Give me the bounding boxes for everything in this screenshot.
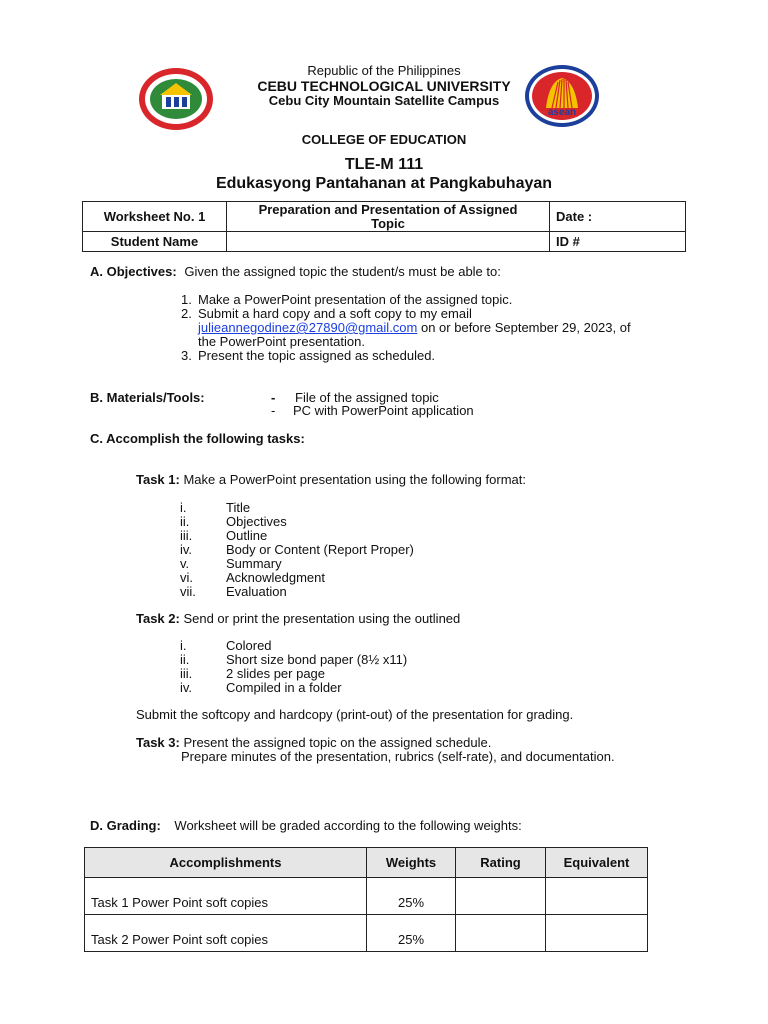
submit-instruction: Submit the softcopy and hardcopy (print-out) of the presentation for grading. — [136, 707, 574, 722]
asean-logo-icon — [524, 64, 600, 128]
task2-label: Task 2: — [136, 611, 180, 626]
task1-line — [136, 473, 526, 487]
list-text: Objectives — [226, 514, 287, 529]
objective-text: Make a PowerPoint presentation of the assigned topic. — [198, 292, 513, 307]
list-text: Short size bond paper (8½ x11) — [226, 652, 408, 667]
list-text: Colored — [226, 638, 272, 653]
materials-item-2: PC with PowerPoint application — [293, 403, 474, 418]
grading-heading — [90, 819, 522, 833]
list-text: Body or Content (Report Proper) — [226, 542, 414, 557]
objective-item-2-line3: the PowerPoint presentation. — [198, 334, 365, 349]
task2-text: Send or print the presentation using the outlined — [179, 611, 461, 626]
list-number: i. — [180, 638, 187, 653]
objectives-intro: Given the assigned topic the student/s must be able to: — [184, 264, 501, 279]
email-link[interactable]: julieannegodinez@27890@gmail.com — [198, 320, 418, 335]
weight-cell: 25% — [367, 915, 456, 952]
rating-cell[interactable] — [456, 878, 546, 915]
task3-label: Task 3: — [136, 735, 180, 750]
list-text: Summary — [226, 556, 282, 571]
date-label: Date : — [550, 202, 686, 232]
task3-line — [136, 736, 491, 750]
course-title: Edukasyong Pantahanan at Pangkabuhayan — [215, 175, 553, 192]
grading-label: D. Grading: — [90, 818, 161, 833]
rating-cell[interactable] — [456, 915, 546, 952]
list-text: Title — [226, 500, 251, 515]
column-header-equivalent: Equivalent — [546, 848, 648, 878]
college-name: COLLEGE OF EDUCATION — [301, 132, 467, 147]
materials-label: B. Materials/Tools: — [90, 390, 205, 405]
objective-number: 3. — [181, 348, 192, 363]
worksheet-topic — [227, 202, 550, 232]
materials-dash-2: - — [271, 403, 276, 418]
weight-cell: 25% — [367, 878, 456, 915]
campus-name: Cebu City Mountain Satellite Campus — [268, 93, 500, 108]
asean-logo-text: asean — [547, 107, 577, 118]
list-number: ii. — [180, 652, 190, 667]
objective-text: Present the topic assigned as scheduled. — [198, 348, 436, 363]
course-code: TLE-M 111 — [344, 156, 424, 173]
student-name-field[interactable] — [227, 232, 550, 252]
list-text: Acknowledgment — [226, 570, 325, 585]
table-row — [85, 878, 648, 915]
objective-text-rest: on or before September 29, 2023, of — [417, 320, 631, 335]
university-name: CEBU TECHNOLOGICAL UNIVERSITY — [257, 78, 511, 94]
task3-text: Present the assigned topic on the assigned schedule. — [179, 735, 492, 750]
objective-item-2-line2 — [198, 321, 631, 335]
task2-line — [136, 612, 460, 626]
worksheet-topic-line2: Topic — [371, 215, 405, 231]
materials-dash-1: - — [271, 390, 276, 405]
accomplishment-cell: Task 2 Power Point soft copies — [85, 915, 367, 952]
column-header-weights: Weights — [367, 848, 456, 878]
republic-line: Republic of the Philippines — [307, 63, 461, 78]
equivalent-cell[interactable] — [546, 915, 648, 952]
table-row — [85, 915, 648, 952]
list-number: vi. — [180, 570, 193, 585]
list-text: 2 slides per page — [226, 666, 326, 681]
objective-number: 2. — [181, 306, 192, 321]
column-header-accomplishments: Accomplishments — [85, 848, 367, 878]
list-text: Evaluation — [226, 584, 287, 599]
objectives-label: A. Objectives: — [90, 264, 177, 279]
task1-text: Make a PowerPoint presentation using the following format: — [179, 472, 526, 487]
materials-item-1: File of the assigned topic — [295, 390, 439, 405]
task3-line-2: Prepare minutes of the presentation, rubrics (self-rate), and documentation. — [181, 749, 615, 764]
list-number: iv. — [180, 542, 193, 557]
accomplishment-cell: Task 1 Power Point soft copies — [85, 878, 367, 915]
worksheet-topic-line1: Preparation and Presentation of Assigned — [258, 201, 518, 217]
objective-number: 1. — [181, 292, 192, 307]
list-text: Outline — [226, 528, 268, 543]
tasks-heading: C. Accomplish the following tasks: — [90, 431, 305, 446]
objectives-heading — [90, 265, 501, 279]
task1-label: Task 1: — [136, 472, 180, 487]
list-text: Compiled in a folder — [226, 680, 342, 695]
list-number: vii. — [180, 584, 196, 599]
objective-text: Submit a hard copy and a soft copy to my email — [198, 306, 472, 321]
grading-table — [84, 847, 648, 952]
worksheet-number: Worksheet No. 1 — [83, 202, 227, 232]
list-number: v. — [180, 556, 190, 571]
worksheet-info-table — [82, 201, 686, 252]
list-number: iii. — [180, 666, 193, 681]
grading-intro: Worksheet will be graded according to the following weights: — [174, 818, 522, 833]
list-number: ii. — [180, 514, 190, 529]
column-header-rating: Rating — [456, 848, 546, 878]
list-number: iii. — [180, 528, 193, 543]
id-label: ID # — [550, 232, 686, 252]
list-number: i. — [180, 500, 187, 515]
grading-header-row — [85, 848, 648, 878]
equivalent-cell[interactable] — [546, 878, 648, 915]
list-number: iv. — [180, 680, 193, 695]
student-name-label: Student Name — [83, 232, 227, 252]
